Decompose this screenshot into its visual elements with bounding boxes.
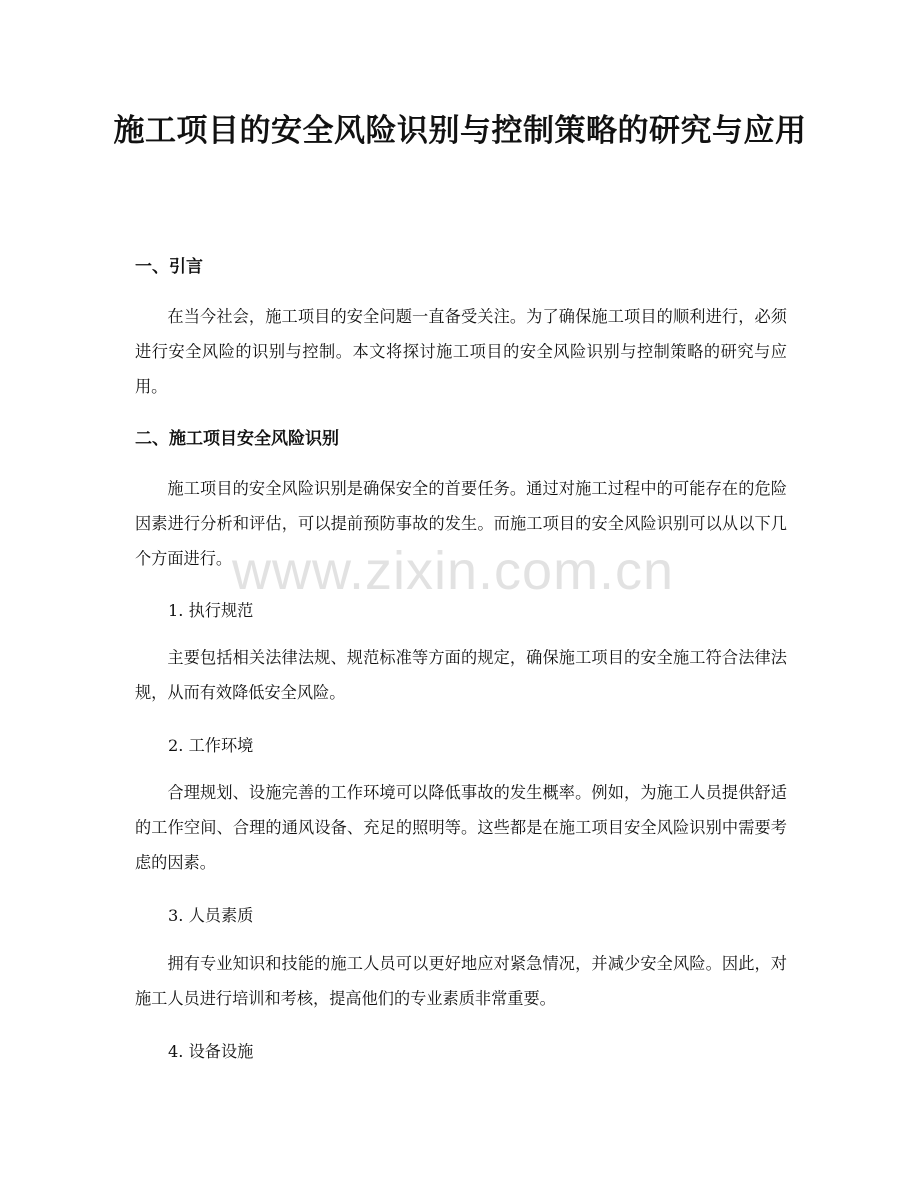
section-paragraph-risk-identification: 施工项目的安全风险识别是确保安全的首要任务。通过对施工过程中的可能存在的危险因素进行分析和评估，可以提前预防事故的发生。而施工项目的安全风险识别可以从以下几个方面进行。 (135, 479, 787, 568)
list-item-label: 3. 人员素质 (168, 906, 254, 925)
document-title: 施工项目的安全风险识别与控制策略的研究与应用 (113, 113, 807, 149)
section-heading-risk-identification: 二、施工项目安全风险识别 (135, 429, 339, 449)
section-paragraph-introduction: 在当今社会，施工项目的安全问题一直备受关注。为了确保施工项目的顺利进行，必须进行安全风险的识别与控制。本文将探讨施工项目的安全风险识别与控制策略的研究与应用。 (135, 307, 787, 396)
watermark: www.zixin.com.cn (232, 541, 675, 601)
section-heading-introduction: 一、引言 (135, 257, 203, 277)
list-item-label: 4. 设备设施 (168, 1042, 254, 1061)
list-item-label: 1. 执行规范 (168, 601, 254, 620)
list-item-paragraph: 主要包括相关法律法规、规范标准等方面的规定，确保施工项目的安全施工符合法律法规，从而有效降低安全风险。 (135, 648, 787, 702)
list-item-paragraph: 合理规划、设施完善的工作环境可以降低事故的发生概率。例如，为施工人员提供舒适的工作空间、合理的通风设备、充足的照明等。这些都是在施工项目安全风险识别中需要考虑的因素。 (135, 783, 787, 872)
list-item-paragraph: 拥有专业知识和技能的施工人员可以更好地应对紧急情况，并减少安全风险。因此，对施工人员进行培训和考核，提高他们的专业素质非常重要。 (135, 954, 787, 1008)
list-item-label: 2. 工作环境 (168, 736, 254, 755)
